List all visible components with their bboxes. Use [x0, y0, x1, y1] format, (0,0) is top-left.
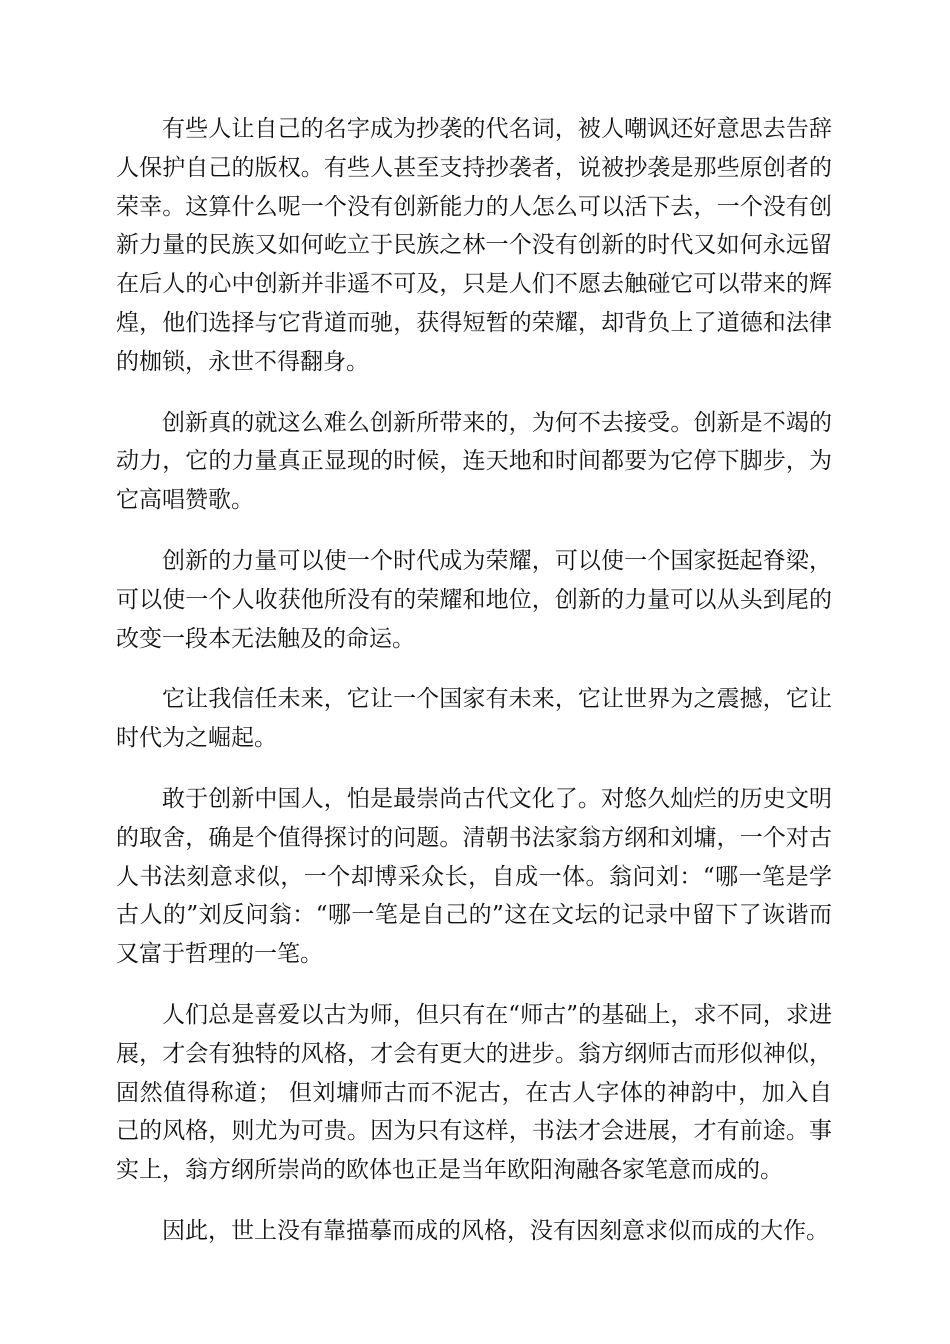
paragraph-plagiarism: 有些人让自己的名字成为抄袭的代名词，被人嘲讽还好意思去告辞人保护自己的版权。有些人甚至支持抄袭者，说被抄袭是那些原创者的荣幸。这算什么呢一个没有创新能力的人怎么可以活下去，一个没有创新力量的民族又如何屹立于民族之林一个没有创新的时代又如何永远留在后人的心中创新并非遥不可及，只是人们不愿去触碰它可以带来的辉煌，他们选择与它背道而驰，获得短暂的荣耀，却背负上了道德和法律的枷锁，永世不得翻身。 — [116, 116, 832, 375]
paragraph-trust-future: 它让我信任未来，它让一个国家有未来，它让世界为之震撼，它让时代为之崛起。 — [116, 686, 832, 752]
paragraph-innovation-power: 创新真的就这么难么创新所带来的，为何不去接受。创新是不竭的动力，它的力量真正显现的时候，连天地和时间都要为它停下脚步，为它高唱赞歌。 — [116, 409, 832, 514]
paragraph-innovation-glory: 创新的力量可以使一个时代成为荣耀，可以使一个国家挺起脊梁，可以使一个人收获他所没有的荣耀和地位，创新的力量可以从头到尾的改变一段本无法触及的命运。 — [116, 547, 832, 652]
paragraph-calligraphers: 敢于创新中国人，怕是最崇尚古代文化了。对悠久灿烂的历史文明的取舍，确是个值得探讨的问题。清朝书法家翁方纲和刘墉，一个对古人书法刻意求似，一个却博采众长，自成一体。翁问刘：“哪一笔是学古人的”刘反问翁：“哪一笔是自己的”这在文坛的记录中留下了诙谐而又富于哲理的一笔。 — [116, 785, 832, 968]
paragraph-learn-from-ancients: 人们总是喜爱以古为师，但只有在“师古”的基础上，求不同，求进展，才会有独特的风格，才会有更大的进步。翁方纲师古而形似神似，固然值得称道； 但刘墉师古而不泥古，在古人字体的神韵中，加入自己的风格，则尤为可贵。因为只有这样，书法才会进展，才有前途。事实上，翁方纲所崇尚的欧体也正是当年欧阳洵融各家笔意而成的。 — [116, 1001, 832, 1184]
paragraph-conclusion: 因此，世上没有靠描摹而成的风格，没有因刻意求似而成的大作。 — [162, 1217, 829, 1244]
essay-body — [116, 110, 832, 1251]
